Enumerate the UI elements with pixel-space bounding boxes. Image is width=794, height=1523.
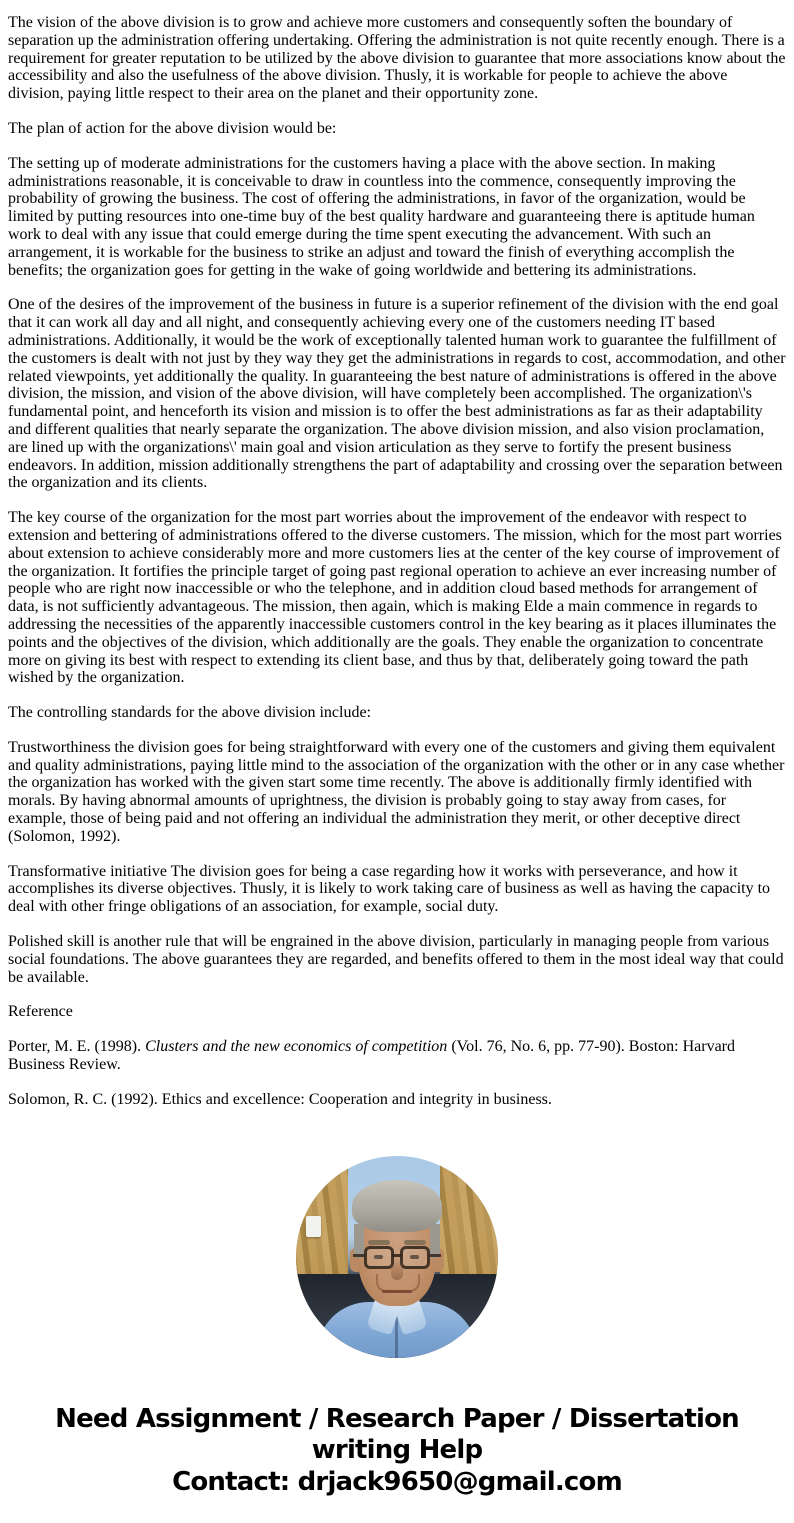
paragraph: One of the desires of the improvement of the business in future is a superior refinement of the division with the end goal that it can work all day and all night, and consequently achieving every one of the customers needing IT based administrations. Additionally, it would be the work of exceptionally talented human work to guarantee the fulfillment of the customers is dealt with not just by they way they get the administrations in regards to cost, accommodation, and other related viewpoints, yet additionally the quality. In guaranteeing the best nature of administrations is offered in the above division, the mission, and vision of the above division, will have completely been accomplished. The organization\'s fundamental point, and henceforth its vision and mission is to offer the best administrations as far as their adaptability and different qualities that nearly separate the organization. The above division mission, and also vision proclamation, are lined up with the organizations\' main goal and vision articulation as they serve to fortify the present business endeavors. In addition, mission additionally strengthens the part of adaptability and crossing over the separation between the organization and its clients. bbox=[8, 296, 786, 492]
paragraph: The plan of action for the above division would be: bbox=[8, 119, 337, 137]
eyebrow-right bbox=[404, 1240, 426, 1245]
paragraph: Solomon, R. C. (1992). Ethics and excellence: Cooperation and integrity in business. bbox=[8, 1090, 552, 1108]
shirt-placket bbox=[395, 1316, 398, 1358]
paragraph: The key course of the organization for the most part worries about the improvement of the endeavor with respect to extension and bettering of administrations offered to the diverse customers. The mission, which for the most part worries about extension to achieve considerably more and more customers lies at the center of the key course of improvement of the organization. It fortifies the principle target of going past regional operation to achieve an ever increasing number of people who are right now inaccessible or who the telephone, and in addition cloud based methods for arrangement of data, is not sufficiently advantageous. The mission, then again, which is making Elde a main commence in regards to addressing the necessities of the apparently inaccessible customers control in the key bearing as it places illuminates the points and the objectives of the division, which additionally are the goals. They enable the organization to concentrate more on giving its best with respect to extending its client base, and thus by that, deliberately going toward the path wished by the organization. bbox=[8, 509, 782, 687]
promo-line-1: Need Assignment / Research Paper / Dissertation bbox=[55, 1403, 739, 1434]
nose bbox=[391, 1258, 403, 1280]
glasses-lens-right bbox=[400, 1246, 430, 1269]
paragraph: The setting up of moderate administrations for the customers having a place with the above section. In making administrations reasonable, it is conceivable to draw in countless into the commence, consequently improving the probability of growing the business. The cost of offering the administrations, in favor of the organization, would be limited by putting resources into one-time buy of the best quality hardware and guaranteeing there is aptitude human work to deal with any issue that could emerge during the time spent executing the advancement. With such an arrangement, it is workable for the business to strike an adjust and toward the finish of everything accomplish the benefits; the organization goes for getting in the wake of going worldwide and bettering its administrations. bbox=[8, 154, 755, 279]
paragraph: The vision of the above division is to grow and achieve more customers and consequently soften the boundary of separation up the administration offering undertaking. Offering the administration is not quite recently enough. There is a requirement for greater reputation to be utilized by the above division to guarantee that more associations know about the accessibility and also the usefulness of the above division. Thusly, it is workable for people to achieve the above division, paying little respect to their area on the planet and their opportunity zone. bbox=[8, 14, 786, 103]
switch-plate bbox=[306, 1216, 321, 1237]
mouth bbox=[382, 1290, 412, 1293]
sideburn-left bbox=[354, 1224, 364, 1258]
glasses-arm-right bbox=[429, 1254, 441, 1257]
author-portrait-photo bbox=[296, 1156, 498, 1358]
eyebrow-left bbox=[368, 1240, 390, 1245]
paragraph: The controlling standards for the above division include: bbox=[8, 704, 372, 722]
paragraph: Transformative initiative The division goes for being a case regarding how it works with perseverance, and how it accomplishes its diverse objectives. Thusly, it is likely to work taking care of business as well as having the capacity to deal with other fringe obligations of an association, for example, social duty. bbox=[8, 862, 771, 916]
paragraph: Porter, M. E. (1998). Clusters and the new economics of competition (Vol. 76, No. 6, pp. 77-90). Boston: Harvard Business Review. bbox=[8, 1038, 735, 1074]
glasses-bridge bbox=[392, 1254, 402, 1257]
hair bbox=[352, 1180, 442, 1232]
document-page bbox=[0, 14, 794, 1523]
essay-body bbox=[8, 14, 786, 1109]
promo-contact-email: Contact: drjack9650@gmail.com bbox=[172, 1467, 622, 1498]
promo-line-2: writing Help bbox=[311, 1435, 483, 1466]
paragraph: Polished skill is another rule that will be engrained in the above division, particularly in managing people from various social foundations. The above guarantees they are regarded, and benefits offered to them in the most ideal way that could be available. bbox=[8, 933, 784, 986]
paragraph: Trustworthiness the division goes for being straightforward with every one of the customers and giving them equivalent and quality administrations, paying little mind to the association of the organization with the other or in any case whether the organization has worked with the given start some time recently. The above is additionally firmly identified with morals. By having abnormal amounts of uprightness, the division is probably going to stay away from cases, for example, those of being paid and not offering an individual the administration they merit, or other deceptive direct (Solomon, 1992). bbox=[8, 738, 785, 845]
glasses-arm-left bbox=[353, 1254, 365, 1257]
sideburn-right bbox=[430, 1224, 440, 1258]
paragraph: Reference bbox=[8, 1003, 73, 1021]
glasses-lens-left bbox=[364, 1246, 394, 1269]
promo-footer bbox=[8, 1404, 786, 1499]
